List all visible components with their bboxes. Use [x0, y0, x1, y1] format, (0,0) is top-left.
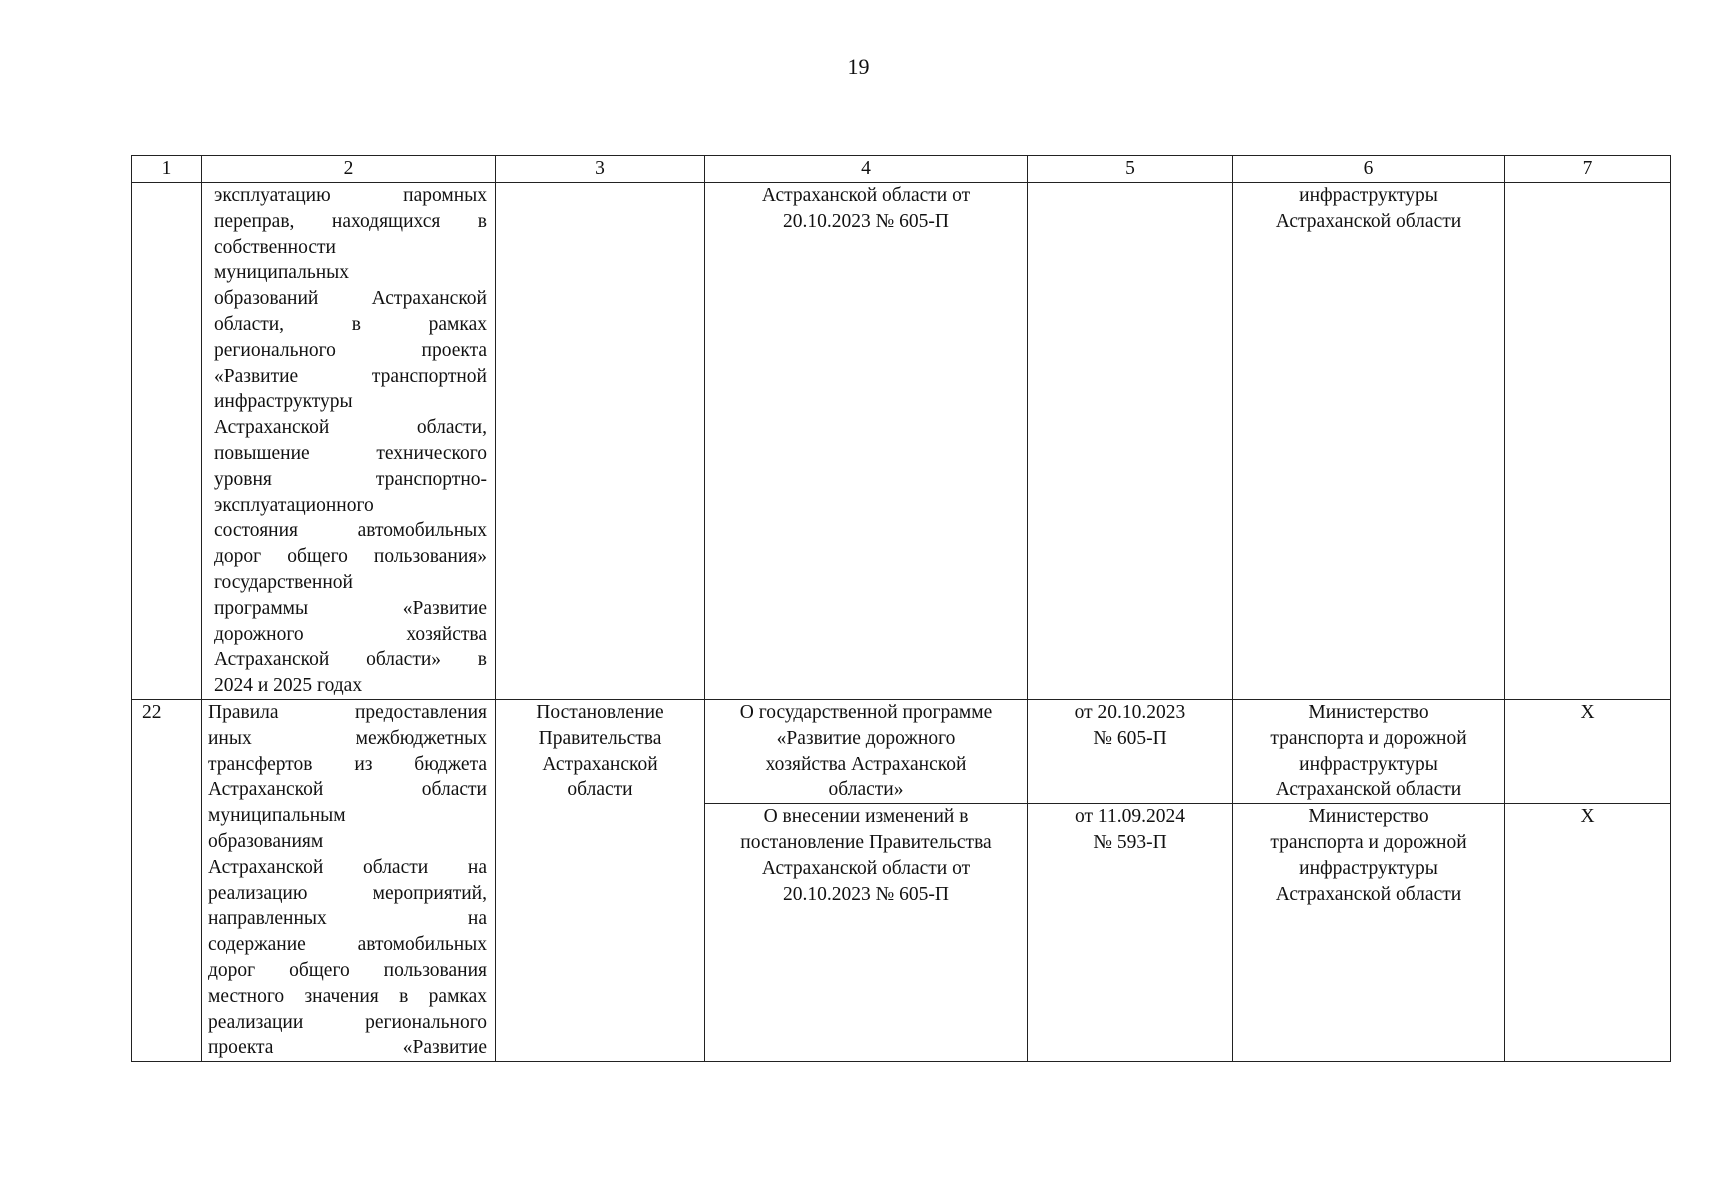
text-line: направленных на: [208, 908, 487, 930]
text-line: Министерство: [1308, 702, 1429, 723]
cont-act-title-cell: [705, 183, 1028, 700]
text-line: Астраханской области на: [208, 856, 487, 878]
text-line: программы «Развитие: [214, 597, 487, 619]
header-col-1: 1: [132, 156, 202, 183]
table-row-continued: [132, 183, 1671, 700]
text-line: инфраструктуры: [1299, 185, 1438, 206]
text-line: Астраханской области» в: [214, 649, 487, 671]
text-line: Астраханской области: [1275, 883, 1462, 905]
text-line: образованиям: [208, 830, 324, 852]
page-number: 19: [847, 54, 870, 79]
text-line: области»: [828, 779, 904, 801]
text-line: состояния автомобильных: [214, 520, 487, 542]
header-col-2: 2: [202, 156, 496, 183]
header-col-4: 4: [705, 156, 1028, 183]
entry-1-org-cell: [1233, 700, 1505, 804]
text-line: транспорта и дорожной: [1270, 831, 1467, 853]
text-line: Правила предоставления: [208, 702, 487, 723]
row-22-act-name-cell: [202, 700, 496, 1062]
text-line: муниципальных: [214, 262, 350, 284]
text-line: Правительства: [538, 727, 662, 749]
text-line: регионального проекта: [214, 339, 487, 361]
text-line: трансфертов из бюджета: [208, 753, 487, 775]
text-line: переправ, находящихся в: [214, 210, 487, 232]
text-line: дорог общего пользования»: [214, 546, 487, 568]
text-line: Астраханской области от: [761, 185, 971, 206]
text-line: транспорта и дорожной: [1270, 727, 1467, 749]
text-line: государственной: [214, 571, 353, 593]
text-line: О внесении изменений в: [763, 806, 969, 828]
text-line: содержание автомобильных: [208, 934, 487, 956]
text-line: хозяйства Астраханской: [765, 753, 967, 775]
text-line: реализацию мероприятий,: [208, 882, 487, 904]
entry-1-mark-cell: X: [1505, 700, 1671, 804]
header-col-6: 6: [1233, 156, 1505, 183]
text-line: 2024 и 2025 годах: [214, 675, 363, 697]
cont-act-name-cell: [202, 183, 496, 700]
text-line: инфраструктуры: [1299, 857, 1438, 879]
text-line: инфраструктуры: [1299, 753, 1438, 775]
text-line: Астраханской области: [1275, 779, 1462, 801]
text-line: области, в рамках: [214, 313, 487, 335]
text-line: дорог общего пользования: [208, 959, 487, 981]
entry-2-title-cell: [705, 804, 1028, 1062]
text-line: от 20.10.2023: [1074, 702, 1186, 723]
header-col-3: 3: [496, 156, 705, 183]
row-22-act-type-cell: [496, 700, 705, 1062]
cont-number-cell: [132, 183, 202, 700]
table-row-22a: [132, 700, 1671, 804]
text-line: Министерство: [1308, 806, 1429, 828]
text-line: «Развитие транспортной: [214, 365, 487, 387]
text-line: Астраханской области,: [214, 417, 487, 439]
entry-1-date-cell: [1028, 700, 1233, 804]
cont-date-cell: [1028, 183, 1233, 700]
text-line: инфраструктуры: [214, 391, 353, 413]
text-line: «Развитие дорожного: [776, 727, 956, 749]
text-line: собственности: [214, 236, 336, 258]
entry-2-mark-cell: X: [1505, 804, 1671, 1062]
cont-org-cell: [1233, 183, 1505, 700]
text-line: эксплуатацию паромных: [214, 185, 487, 206]
text-line: реализации регионального: [208, 1011, 487, 1033]
header-col-7: 7: [1505, 156, 1671, 183]
cont-mark-cell: [1505, 183, 1671, 700]
text-line: № 605-П: [1093, 727, 1167, 749]
text-line: проекта «Развитие: [208, 1037, 487, 1059]
legal-acts-table: [131, 155, 1671, 1062]
text-line: Астраханской области: [1275, 210, 1462, 232]
text-line: эксплуатационного: [214, 494, 374, 516]
text-line: 20.10.2023 № 605-П: [783, 210, 949, 232]
text-line: дорожного хозяйства: [214, 623, 487, 645]
row-number-cell: 22: [132, 700, 202, 1062]
text-line: местного значения в рамках: [208, 985, 487, 1007]
text-line: области: [567, 779, 633, 801]
text-line: Астраханской области: [208, 779, 487, 801]
text-line: образований Астраханской: [214, 288, 487, 310]
text-line: Астраханской: [542, 753, 658, 775]
text-line: 20.10.2023 № 605-П: [783, 883, 949, 905]
header-col-5: 5: [1028, 156, 1233, 183]
cont-act-type-cell: [496, 183, 705, 700]
text-line: повышение технического: [214, 442, 487, 464]
text-line: уровня транспортно-: [214, 468, 487, 490]
entry-2-date-cell: [1028, 804, 1233, 1062]
text-line: О государственной программе: [739, 702, 993, 723]
text-line: муниципальным: [208, 805, 346, 827]
text-line: иных межбюджетных: [208, 727, 487, 749]
text-line: постановление Правительства: [740, 831, 992, 853]
text-line: Постановление: [536, 702, 664, 723]
text-line: Астраханской области от: [761, 857, 971, 879]
entry-2-org-cell: [1233, 804, 1505, 1062]
entry-1-title-cell: [705, 700, 1028, 804]
text-line: № 593-П: [1093, 831, 1167, 853]
table-header-row: [132, 156, 1671, 183]
text-line: от 11.09.2024: [1075, 806, 1185, 828]
